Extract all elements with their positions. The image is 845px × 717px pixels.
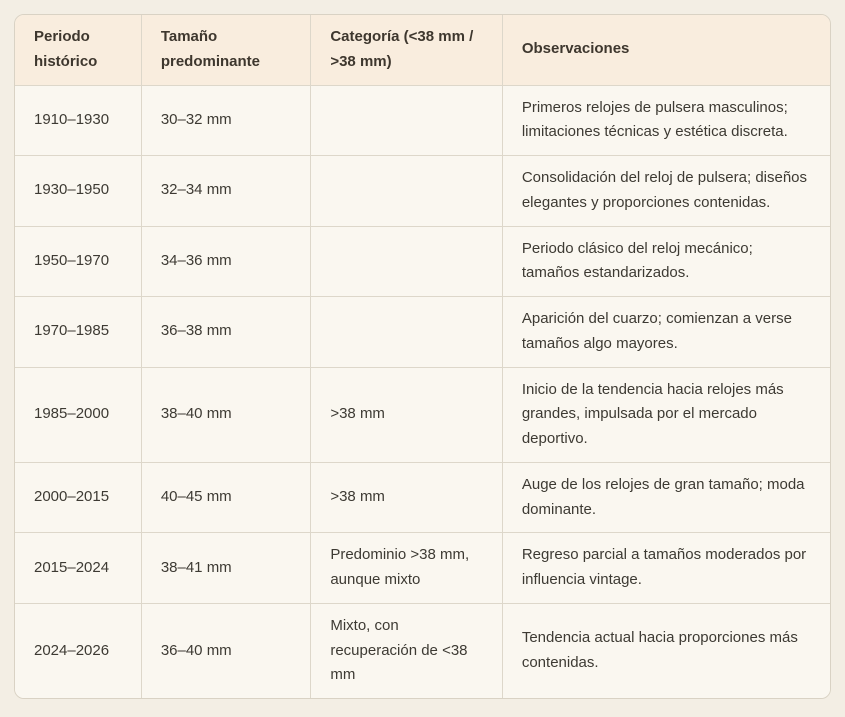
cell-observaciones: Regreso parcial a tamaños moderados por influencia vintage. (502, 533, 830, 604)
header-row (15, 15, 830, 85)
column-header-periodo: Periodo histórico (15, 15, 141, 85)
cell-tamano: 38–40 mm (141, 367, 311, 462)
cell-periodo: 2015–2024 (15, 533, 141, 604)
cell-categoria (311, 85, 503, 156)
cell-tamano: 32–34 mm (141, 156, 311, 227)
data-table (15, 15, 830, 698)
cell-categoria: Predominio >38 mm, aunque mixto (311, 533, 503, 604)
cell-categoria: >38 mm (311, 367, 503, 462)
cell-tamano: 34–36 mm (141, 226, 311, 297)
cell-tamano: 38–41 mm (141, 533, 311, 604)
cell-periodo: 1930–1950 (15, 156, 141, 227)
cell-tamano: 40–45 mm (141, 462, 311, 533)
column-header-observaciones: Observaciones (502, 15, 830, 85)
cell-tamano: 30–32 mm (141, 85, 311, 156)
cell-periodo: 2000–2015 (15, 462, 141, 533)
watch-size-history-table (14, 14, 831, 699)
cell-observaciones: Aparición del cuarzo; comienzan a verse tamaños algo mayores. (502, 297, 830, 368)
table-row (15, 462, 830, 533)
table-row (15, 85, 830, 156)
cell-periodo: 1910–1930 (15, 85, 141, 156)
cell-periodo: 1950–1970 (15, 226, 141, 297)
cell-categoria (311, 226, 503, 297)
cell-periodo: 1970–1985 (15, 297, 141, 368)
table-row (15, 297, 830, 368)
table-row (15, 226, 830, 297)
cell-observaciones: Inicio de la tendencia hacia relojes más grandes, impulsada por el mercado deportivo. (502, 367, 830, 462)
column-header-categoria: Categoría (<38 mm / >38 mm) (311, 15, 503, 85)
cell-periodo: 2024–2026 (15, 603, 141, 698)
cell-periodo: 1985–2000 (15, 367, 141, 462)
column-header-tamano: Tamaño predominante (141, 15, 311, 85)
cell-tamano: 36–40 mm (141, 603, 311, 698)
cell-categoria (311, 297, 503, 368)
table-row (15, 533, 830, 604)
cell-categoria (311, 156, 503, 227)
table-row (15, 603, 830, 698)
cell-observaciones: Primeros relojes de pulsera masculinos; limitaciones técnicas y estética discreta. (502, 85, 830, 156)
table-row (15, 367, 830, 462)
cell-categoria: >38 mm (311, 462, 503, 533)
cell-tamano: 36–38 mm (141, 297, 311, 368)
cell-categoria: Mixto, con recuperación de <38 mm (311, 603, 503, 698)
cell-observaciones: Consolidación del reloj de pulsera; diseños elegantes y proporciones contenidas. (502, 156, 830, 227)
cell-observaciones: Tendencia actual hacia proporciones más contenidas. (502, 603, 830, 698)
cell-observaciones: Periodo clásico del reloj mecánico; tamaños estandarizados. (502, 226, 830, 297)
table-row (15, 156, 830, 227)
cell-observaciones: Auge de los relojes de gran tamaño; moda dominante. (502, 462, 830, 533)
